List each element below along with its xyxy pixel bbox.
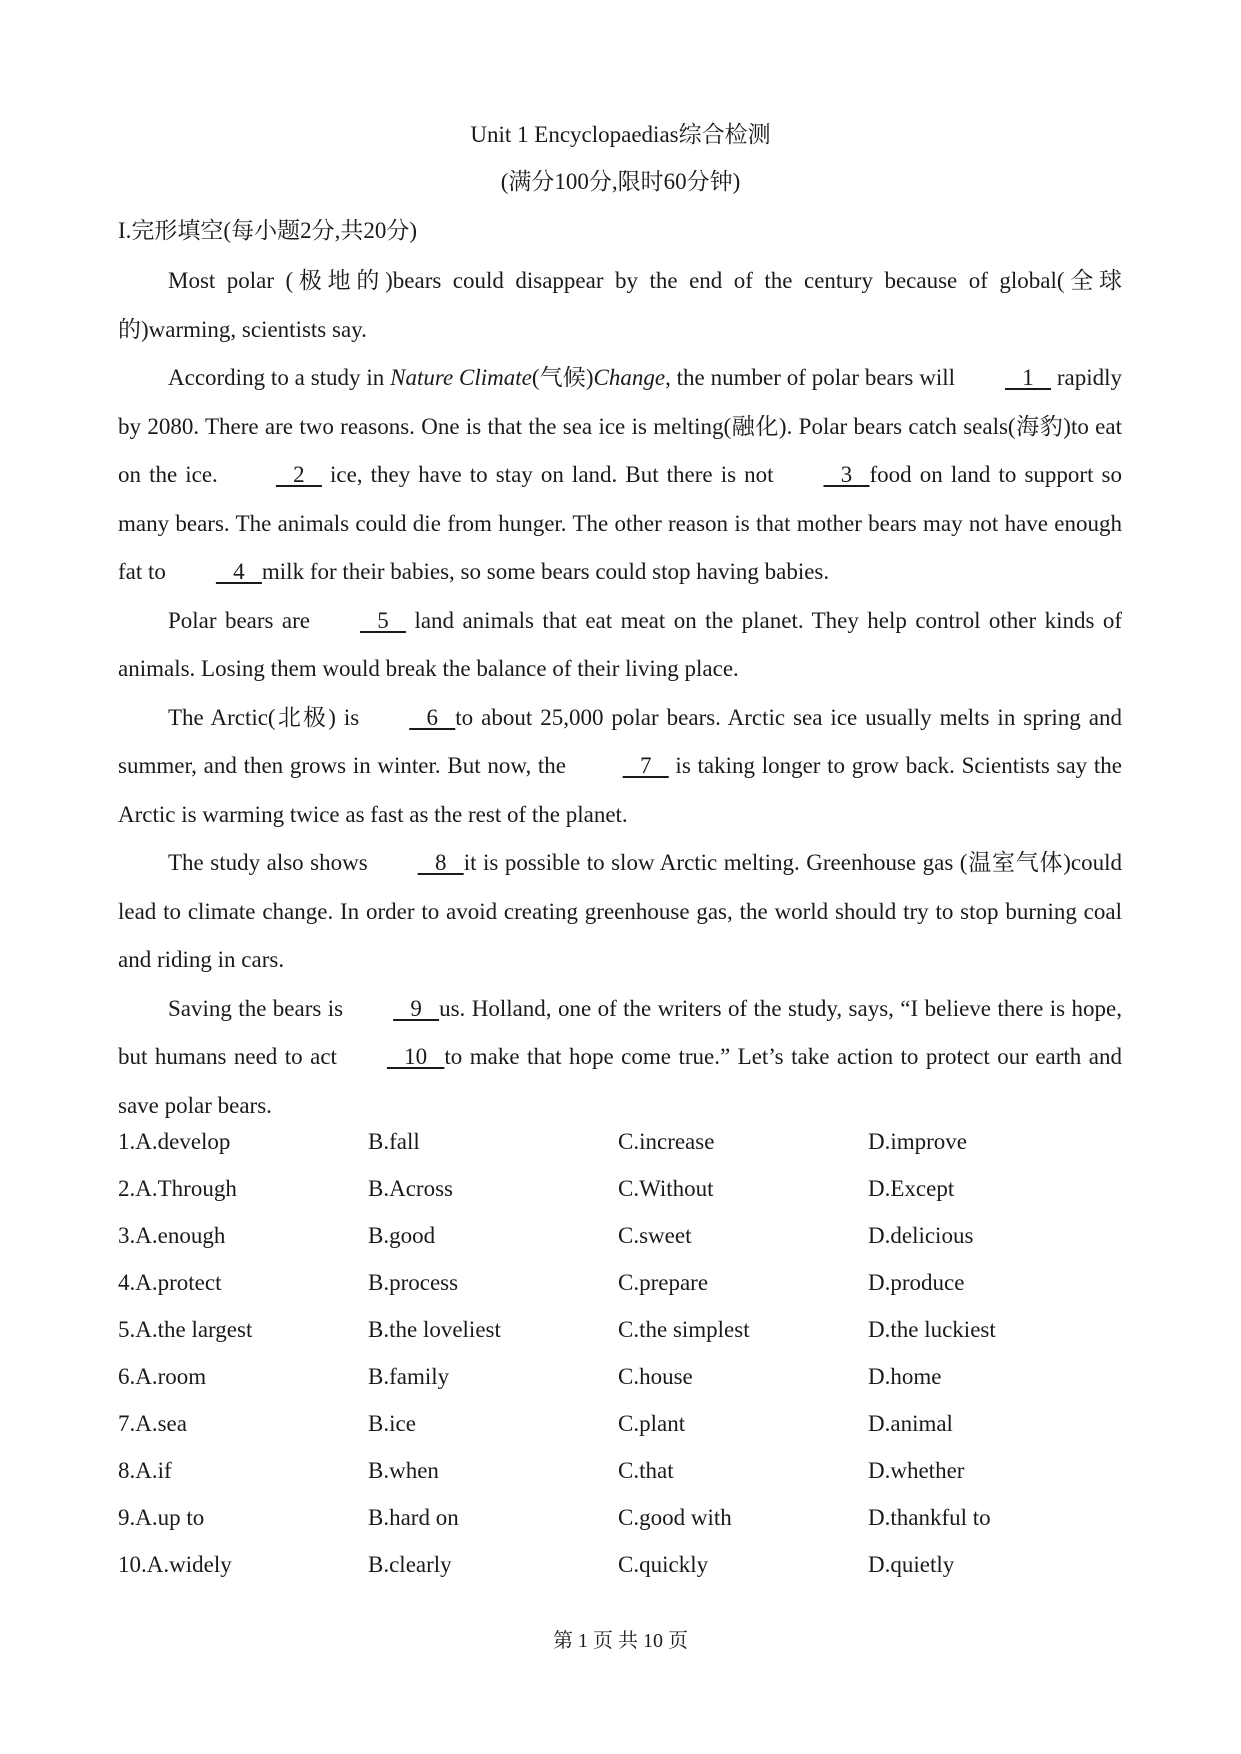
cloze-passage <box>118 257 1122 1130</box>
option-a: 7.A.sea <box>118 1411 187 1436</box>
option-row <box>118 1550 1122 1597</box>
passage-paragraph-6 <box>118 985 1122 1131</box>
option-c: C.house <box>618 1364 693 1389</box>
passage-text: milk for their babies, so some bears could stop having babies. <box>261 559 830 584</box>
passage-text: According to a study in <box>168 365 391 390</box>
journal-name-italic: Change <box>593 365 666 390</box>
passage-paragraph-3 <box>118 597 1122 694</box>
option-c: C.prepare <box>618 1270 709 1295</box>
blank-4: 4 <box>215 559 262 584</box>
option-b: B.good <box>368 1223 436 1248</box>
passage-text: The study also shows <box>168 850 368 875</box>
option-d: D.produce <box>868 1270 965 1295</box>
option-row <box>118 1503 1122 1550</box>
option-d: D.Except <box>868 1176 955 1201</box>
option-c: C.the simplest <box>618 1317 750 1342</box>
option-b: B.family <box>368 1364 450 1389</box>
option-c: C.increase <box>618 1129 715 1154</box>
passage-text: it is possible to slow Arctic melting. Greenhouse gas (温室气体)could lead to climate change. In order to avoid creating greenhouse gas, the world should try to stop burning coal and riding in cars. <box>118 850 1122 972</box>
option-a: 1.A.develop <box>118 1129 231 1154</box>
blank-10: 10 <box>386 1044 445 1069</box>
option-c: C.that <box>618 1458 674 1483</box>
option-d: D.delicious <box>868 1223 974 1248</box>
passage-paragraph-2 <box>118 354 1122 597</box>
option-a: 10.A.widely <box>118 1552 232 1577</box>
option-a: 6.A.room <box>118 1364 207 1389</box>
option-a: 5.A.the largest <box>118 1317 253 1342</box>
blank-3: 3 <box>823 462 870 487</box>
journal-name-italic: Nature Climate <box>390 365 532 390</box>
option-c: C.quickly <box>618 1552 709 1577</box>
option-d: D.animal <box>868 1411 953 1436</box>
option-a: 8.A.if <box>118 1458 172 1483</box>
passage-text: to about 25,000 polar bears. Arctic sea ice usually melts in spring and summer, and then grows in winter. But now, the <box>118 704 1122 778</box>
passage-paragraph-1 <box>118 257 1122 354</box>
option-row <box>118 1174 1122 1221</box>
answer-options <box>118 1127 1122 1597</box>
blank-2: 2 <box>275 462 322 487</box>
passage-text: Most polar (极地的)bears could disappear by the end of the century because of global(全球的)warming, scientists say. <box>118 268 1122 342</box>
option-d: D.whether <box>868 1458 965 1483</box>
blank-8: 8 <box>417 850 464 875</box>
passage-text: ice, they have to stay on land. But there is not <box>321 462 774 487</box>
option-row <box>118 1456 1122 1503</box>
passage-text: Saving the bears is <box>168 995 344 1021</box>
passage-text: The Arctic(北极) is <box>168 704 360 730</box>
option-row <box>118 1409 1122 1456</box>
passage-text: Polar bears are <box>168 607 311 633</box>
option-c: C.sweet <box>618 1223 692 1248</box>
page-number: 第 1 页 共 10 页 <box>553 1630 688 1652</box>
option-c: C.plant <box>618 1411 686 1436</box>
option-row <box>118 1268 1122 1315</box>
option-c: C.good with <box>618 1505 732 1530</box>
option-row <box>118 1127 1122 1174</box>
blank-5: 5 <box>360 607 407 633</box>
passage-text: food on land to support so many bears. The animals could die from hunger. The other reason is that mother bears may not have enough fat to <box>118 462 1122 584</box>
option-b: B.ice <box>368 1411 416 1436</box>
option-b: B.process <box>368 1270 459 1295</box>
option-d: D.the luckiest <box>868 1317 996 1342</box>
option-d: D.improve <box>868 1129 968 1154</box>
section-heading: I.完形填空(每小题2分,共20分) <box>118 218 417 243</box>
blank-7: 7 <box>622 753 669 778</box>
blank-1: 1 <box>1005 365 1051 390</box>
option-row <box>118 1362 1122 1409</box>
passage-paragraph-5 <box>118 839 1122 985</box>
option-a: 4.A.protect <box>118 1270 222 1295</box>
option-row <box>118 1221 1122 1268</box>
passage-text: us. Holland, one of the writers of the study, says, “I believe there is hope, but humans need to act <box>118 995 1122 1069</box>
option-b: B.hard on <box>368 1505 459 1530</box>
blank-9: 9 <box>393 995 440 1021</box>
option-a: 9.A.up to <box>118 1505 205 1530</box>
passage-text: (气候) <box>531 365 594 390</box>
document-title: Unit 1 Encyclopaedias综合检测 <box>470 122 771 147</box>
option-b: B.when <box>368 1458 439 1483</box>
passage-paragraph-4 <box>118 694 1122 840</box>
option-b: B.fall <box>368 1129 420 1154</box>
option-row <box>118 1315 1122 1362</box>
passage-text: is taking longer to grow back. Scientists say the Arctic is warming twice as fast as the rest of the planet. <box>118 753 1122 827</box>
option-c: C.Without <box>618 1176 714 1201</box>
document-subtitle: (满分100分,限时60分钟) <box>500 169 741 194</box>
option-b: B.clearly <box>368 1552 452 1577</box>
passage-text: to make that hope come true.” Let’s take action to protect our earth and save polar bears. <box>118 1044 1122 1118</box>
blank-6: 6 <box>409 704 456 730</box>
passage-text: , the number of polar bears will <box>665 365 955 390</box>
passage-text: land animals that eat meat on the planet. They help control other kinds of animals. Losing them would break the balance of their living place. <box>118 607 1122 681</box>
option-d: D.thankful to <box>868 1505 991 1530</box>
option-d: D.home <box>868 1364 942 1389</box>
option-d: D.quietly <box>868 1552 955 1577</box>
option-b: B.the loveliest <box>368 1317 501 1342</box>
option-a: 2.A.Through <box>118 1176 237 1201</box>
option-a: 3.A.enough <box>118 1223 226 1248</box>
passage-text: rapidly by 2080. There are two reasons. One is that the sea ice is melting(融化). Polar bears catch seals(海豹)to eat on the ice. <box>118 365 1122 487</box>
option-b: B.Across <box>368 1176 453 1201</box>
